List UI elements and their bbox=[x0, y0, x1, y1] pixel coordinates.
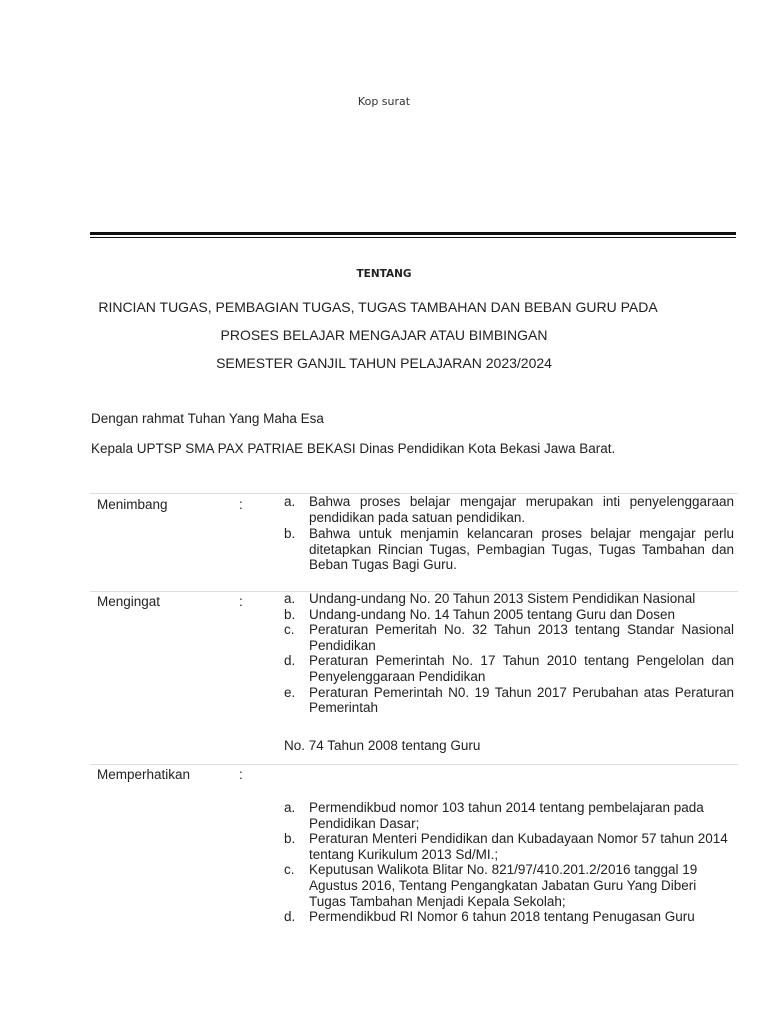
list-item bbox=[284, 494, 734, 525]
mengingat-extra-line: No. 74 Tahun 2008 tentang Guru bbox=[284, 738, 481, 753]
list-item-text: Permendikbud RI Nomor 6 tahun 2018 tentang Penugasan Guru bbox=[309, 909, 695, 925]
list-item-text: Undang-undang No. 20 Tahun 2013 Sistem Pendidikan Nasional bbox=[309, 591, 696, 606]
list-item bbox=[284, 622, 734, 653]
title-line-1: RINCIAN TUGAS, PEMBAGIAN TUGAS, TUGAS TAMBAHAN DAN BEBAN GURU PADA bbox=[98, 299, 658, 315]
list-marker: a. bbox=[284, 494, 296, 509]
list-item-text: Bahwa untuk menjamin kelancaran proses belajar mengajar perlu ditetapkan Rincian Tugas, Pembagian Tugas, Tugas Tambahan dan Beban Tugas Bagi Guru. bbox=[309, 526, 734, 573]
list-item-text: Bahwa proses belajar mengajar merupakan inti penyelenggaraan pendidikan pada satuan pendidikan. bbox=[309, 494, 734, 525]
intro-line-1: Dengan rahmat Tuhan Yang Maha Esa bbox=[91, 411, 324, 426]
list-marker: c. bbox=[284, 862, 295, 878]
list-marker: d. bbox=[284, 909, 296, 925]
list-item bbox=[284, 526, 734, 573]
title-line-3: SEMESTER GANJIL TAHUN PELAJARAN 2023/2024 bbox=[216, 355, 552, 371]
list-item-text: Undang-undang No. 14 Tahun 2005 tentang Guru dan Dosen bbox=[309, 606, 676, 622]
kop-surat: Kop surat bbox=[357, 95, 411, 108]
list-item bbox=[284, 862, 734, 909]
list-item bbox=[284, 909, 734, 925]
list-marker: a. bbox=[284, 591, 296, 606]
mengingat-list bbox=[284, 591, 734, 716]
list-item bbox=[284, 653, 734, 684]
tentang-heading: TENTANG bbox=[356, 268, 412, 280]
list-item-text: Peraturan Pemerintah N0. 19 Tahun 2017 Perubahan atas Peraturan Pemerintah bbox=[309, 684, 734, 716]
mengingat-label: Mengingat bbox=[97, 594, 161, 609]
list-item bbox=[284, 685, 734, 716]
memperhatikan-label: Memperhatikan bbox=[97, 767, 191, 782]
table-divider-3 bbox=[90, 764, 738, 765]
list-item-text: Permendikbud nomor 103 tahun 2014 tentang pembelajaran pada Pendidikan Dasar; bbox=[309, 800, 704, 831]
menimbang-colon: : bbox=[239, 497, 243, 512]
list-item-text: Keputusan Walikota Blitar No. 821/97/410.201.2/2016 tanggal 19 Agustus 2016, Tentang Pengangkatan Jabatan Guru Yang Diberi Tugas Tambahan Menjadi Kepala Sekolah; bbox=[309, 862, 698, 909]
list-item bbox=[284, 800, 734, 831]
list-marker: c. bbox=[284, 622, 295, 638]
list-item bbox=[284, 607, 734, 623]
list-item bbox=[284, 831, 734, 862]
list-marker: e. bbox=[284, 684, 296, 700]
header-rule-thin bbox=[90, 237, 736, 238]
list-marker: b. bbox=[284, 526, 296, 542]
list-marker: d. bbox=[284, 653, 296, 669]
menimbang-label: Menimbang bbox=[97, 497, 168, 512]
list-marker: b. bbox=[284, 606, 296, 622]
header-rule-thick bbox=[90, 232, 736, 235]
list-item-text: Peraturan Pemeritah No. 32 Tahun 2013 tentang Standar Nasional Pendidikan bbox=[309, 622, 734, 653]
list-marker: a. bbox=[284, 800, 296, 815]
menimbang-list bbox=[284, 494, 734, 573]
mengingat-colon: : bbox=[239, 594, 243, 609]
memperhatikan-colon: : bbox=[239, 767, 243, 782]
intro-line-2: Kepala UPTSP SMA PAX PATRIAE BEKASI Dinas Pendidikan Kota Bekasi Jawa Barat. bbox=[91, 441, 616, 456]
list-item-text: Peraturan Menteri Pendidikan dan Kubadayaan Nomor 57 tahun 2014 tentang Kurikulum 2013 Sd/MI.; bbox=[309, 831, 728, 862]
list-item bbox=[284, 591, 734, 607]
memperhatikan-list bbox=[284, 800, 734, 925]
list-marker: b. bbox=[284, 831, 296, 847]
list-item-text: Peraturan Pemerintah No. 17 Tahun 2010 tentang Pengelolan dan Penyelenggaraan Pendidikan bbox=[309, 653, 734, 684]
title-line-2: PROSES BELAJAR MENGAJAR ATAU BIMBINGAN bbox=[220, 327, 548, 343]
